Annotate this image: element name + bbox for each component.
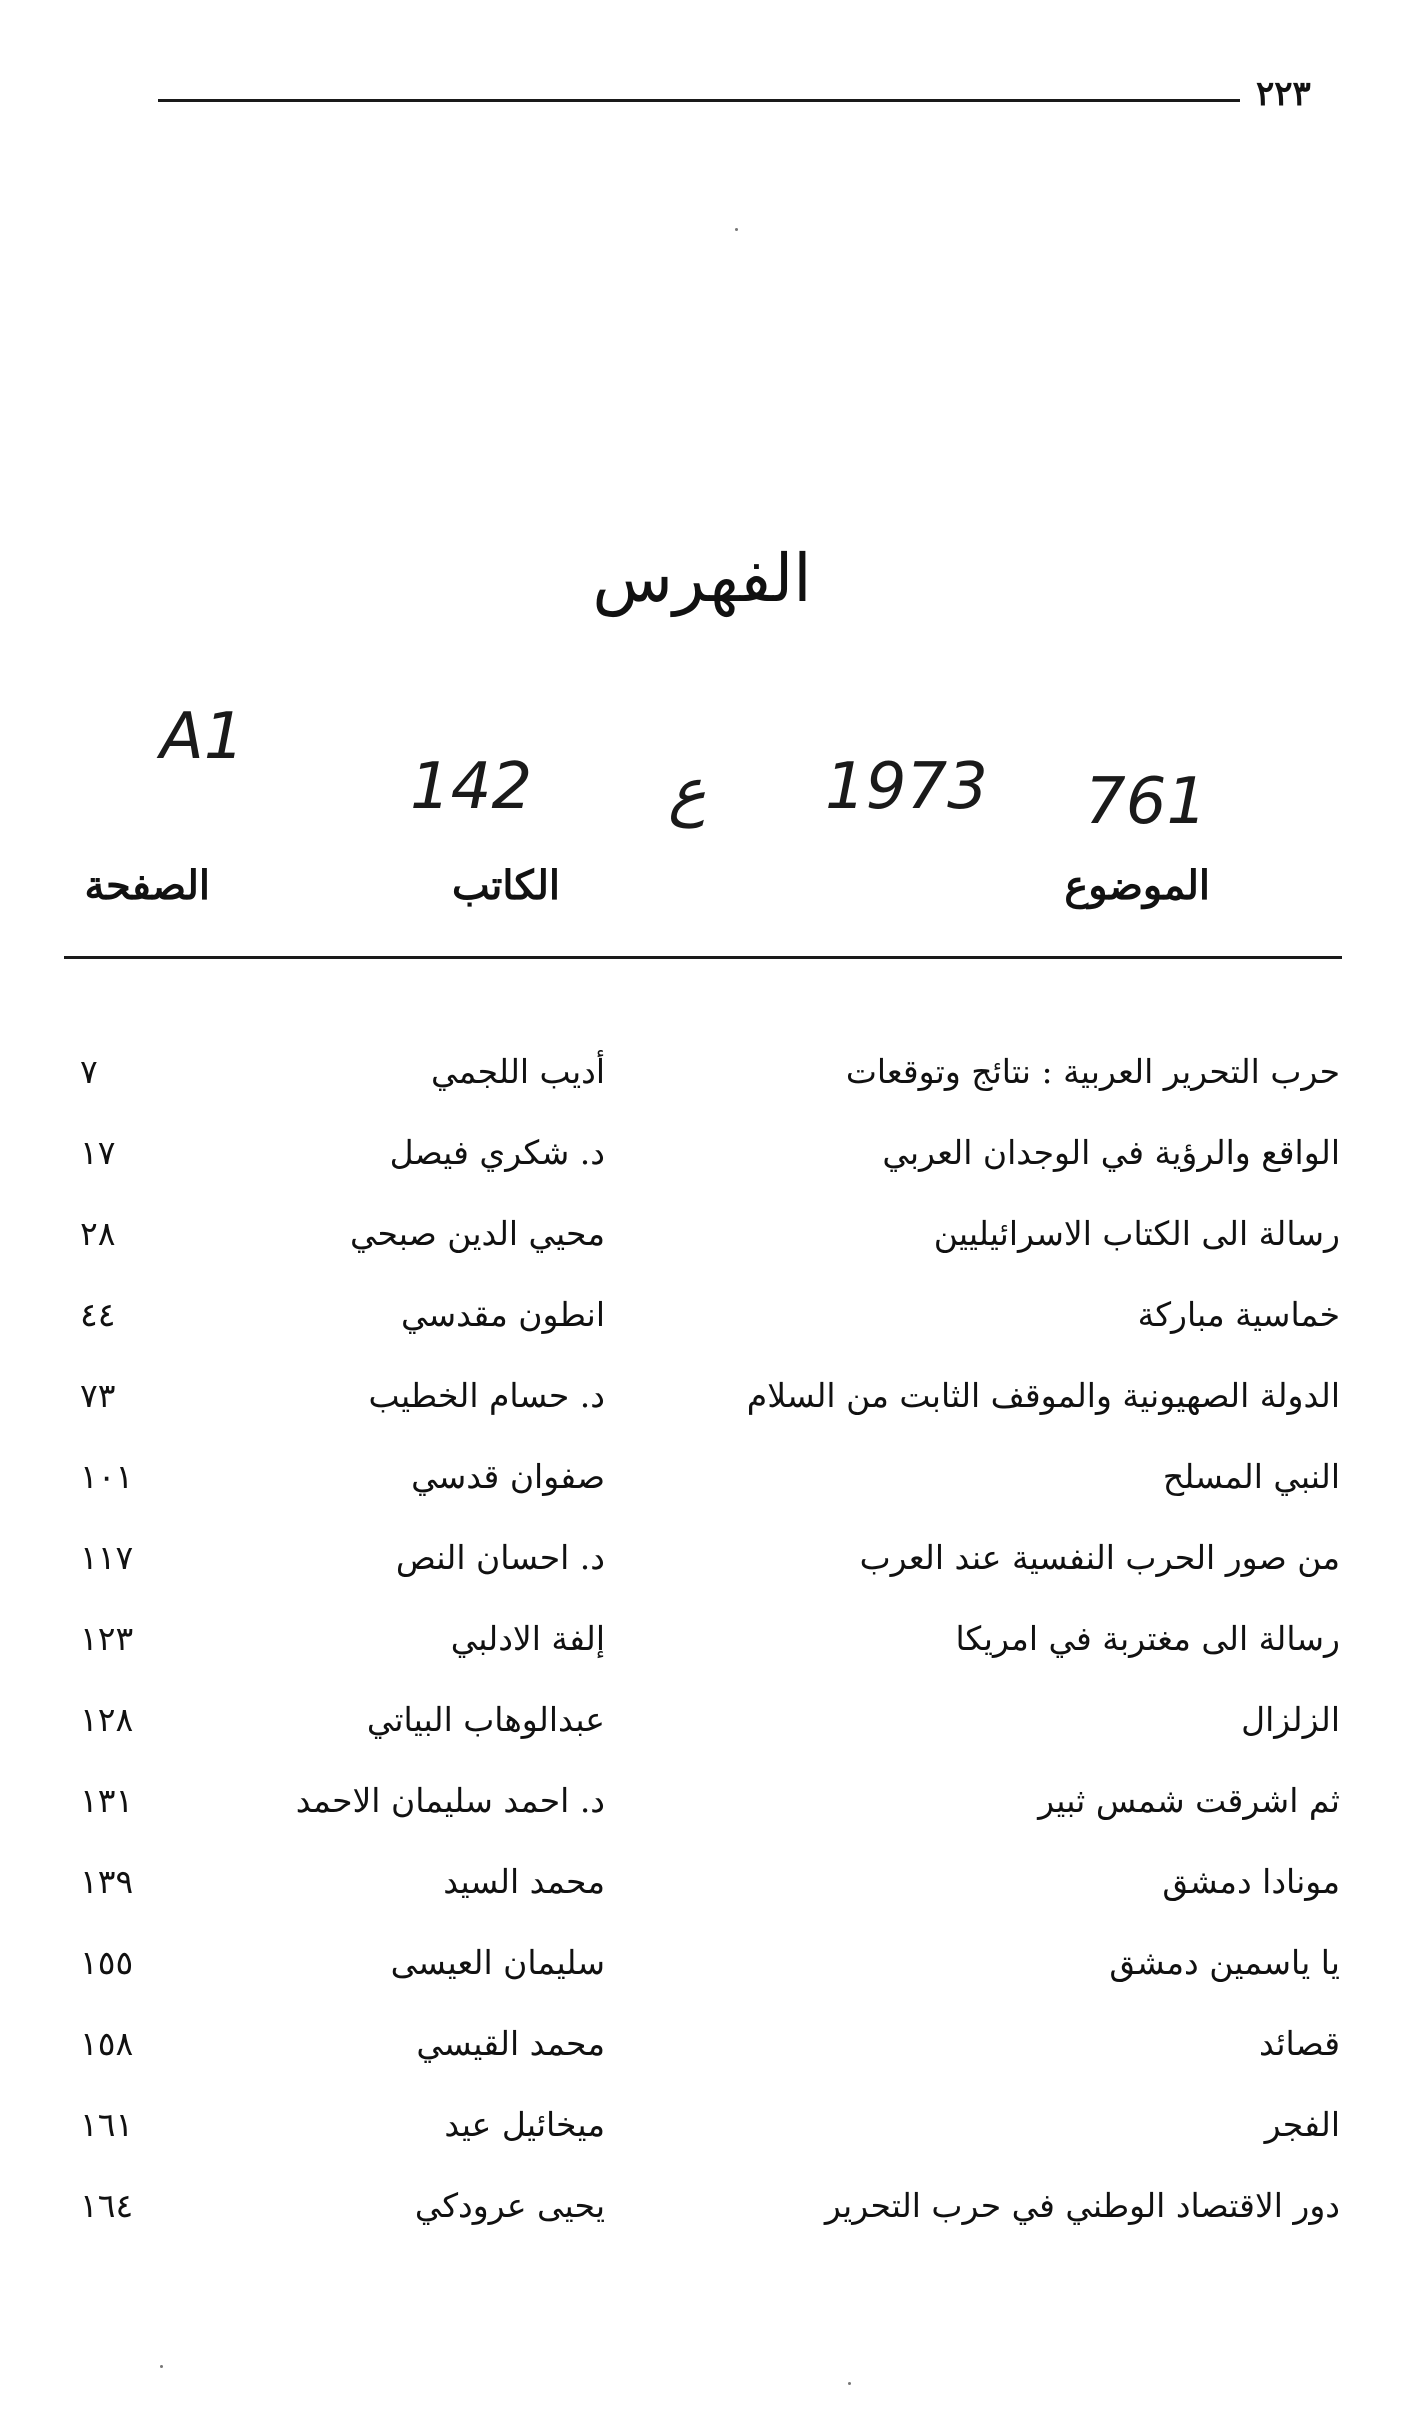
toc-row [60,1376,1340,1457]
toc-row [60,2024,1340,2105]
toc-author: محيي الدين صبحي [349,1214,605,1253]
toc-page: ١٥٨ [80,2024,134,2063]
toc-row [60,1052,1340,1133]
handwritten-ain: ع [668,755,707,829]
toc-page: ٧ [80,1052,98,1091]
toc-page: ١٣١ [80,1781,134,1820]
toc-author: د. احمد سليمان الاحمد [295,1781,605,1820]
toc-topic: الزلزال [1241,1700,1340,1739]
toc-page: ٧٣ [80,1376,116,1415]
toc-header [60,862,1340,922]
toc-page: ١٦١ [80,2105,134,2144]
page-title: الفهرس [592,540,812,617]
toc-row [60,1214,1340,1295]
column-header-page: الصفحة [84,862,210,909]
toc-row [60,1133,1340,1214]
scan-speck [848,2382,851,2385]
toc-row [60,1862,1340,1943]
toc-author: د. حسام الخطيب [368,1376,605,1415]
toc-author: سليمان العيسى [390,1943,605,1982]
toc-row [60,1619,1340,1700]
toc-author: د. احسان النص [395,1538,605,1577]
toc-page: ١٥٥ [80,1943,134,1982]
handwritten-142: 142 [410,750,533,824]
scan-speck [160,2365,163,2368]
toc-page: ١٢٣ [80,1619,134,1658]
toc-page: ١٠١ [80,1457,134,1496]
toc-topic: من صور الحرب النفسية عند العرب [859,1538,1340,1577]
toc-page: ١٧ [80,1133,116,1172]
toc-topic: دور الاقتصاد الوطني في حرب التحرير [824,2186,1340,2225]
column-header-author: الكاتب [452,862,560,909]
toc-author: محمد القيسي [416,2024,605,2063]
toc-row [60,1538,1340,1619]
toc-row [60,1943,1340,2024]
toc-topic: رسالة الى الكتاب الاسرائيليين [933,1214,1340,1253]
handwritten-761: 761 [1085,765,1208,839]
toc-author: انطون مقدسي [400,1295,605,1334]
toc-topic: خماسية مباركة [1137,1295,1340,1334]
toc-row [60,1457,1340,1538]
toc-page: ٤٤ [80,1295,116,1334]
handwritten-1973: 1973 [825,750,988,824]
toc-page: ٢٨ [80,1214,116,1253]
page-number: ٢٢٣ [1256,74,1311,114]
top-rule [158,99,1240,102]
toc-page: ١٣٩ [80,1862,134,1901]
toc-topic: يا ياسمين دمشق [1109,1943,1340,1982]
toc-topic: مونادا دمشق [1162,1862,1340,1901]
toc-topic: رسالة الى مغتربة في امريكا [955,1619,1340,1658]
toc-page: ١١٧ [80,1538,134,1577]
toc-topic: الواقع والرؤية في الوجدان العربي [882,1133,1340,1172]
toc-author: صفوان قدسي [411,1457,605,1496]
toc-page: ١٦٤ [80,2186,134,2225]
toc-author: أديب اللجمي [431,1052,605,1091]
handwritten-a1: A1 [160,700,245,774]
handwritten-annotation [0,700,1404,860]
header-rule [64,956,1342,959]
table-of-contents [60,1052,1340,2267]
toc-author: عبدالوهاب البياتي [366,1700,605,1739]
toc-row [60,2186,1340,2267]
toc-author: محمد السيد [443,1862,605,1901]
scan-speck [735,228,738,231]
toc-topic: قصائد [1259,2024,1340,2063]
toc-page: ١٢٨ [80,1700,134,1739]
toc-row [60,1295,1340,1376]
toc-topic: الدولة الصهيونية والموقف الثابت من السلام [746,1376,1340,1415]
toc-row [60,1700,1340,1781]
column-header-topic: الموضوع [1064,862,1210,909]
toc-topic: ثم اشرقت شمس ثبير [1038,1781,1340,1820]
toc-author: إلفة الادلبي [450,1619,605,1658]
toc-row [60,1781,1340,1862]
toc-author: يحيى عرودكي [414,2186,605,2225]
toc-topic: النبي المسلح [1162,1457,1340,1496]
toc-author: ميخائيل عيد [444,2105,605,2144]
toc-author: د. شكري فيصل [389,1133,605,1172]
toc-topic: حرب التحرير العربية : نتائج وتوقعات [845,1052,1340,1091]
toc-row [60,2105,1340,2186]
toc-topic: الفجر [1264,2105,1340,2144]
